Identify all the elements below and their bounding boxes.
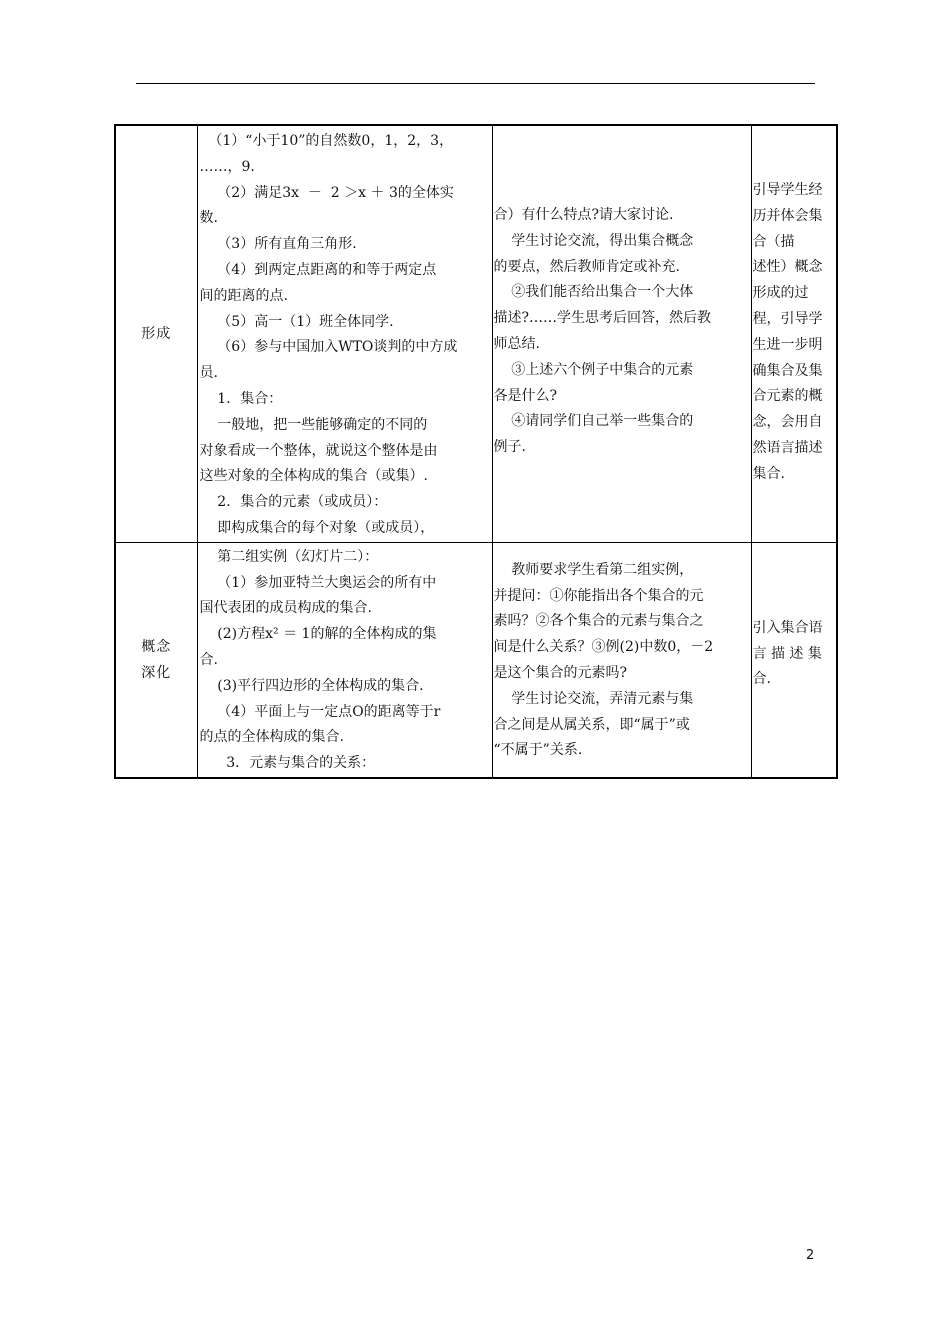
text-line: （5）高一（1）班全体同学. [199, 313, 394, 330]
text-line: （3）所有直角三角形. [199, 236, 357, 253]
intent-text [752, 126, 837, 488]
text-line: 描述?……学生思考后回答，然后教 [493, 310, 712, 327]
intent-text [752, 543, 837, 693]
stage-label-line2: 深化 [141, 664, 172, 681]
table-row-deepening [115, 542, 837, 778]
text-line: 员. [199, 365, 218, 382]
text-line: 素吗？②各个集合的元素与集合之 [493, 613, 704, 630]
lesson-plan-table [114, 124, 838, 779]
text-line: 例子. [493, 439, 526, 456]
text-line: 1．集合： [199, 390, 283, 407]
text-line: （4）到两定点距离的和等于两定点 [199, 261, 437, 278]
text-line: 间的距离的点. [199, 287, 288, 304]
content-cell-deepening [197, 542, 492, 778]
text-line: “不属于”关系. [493, 742, 583, 759]
text-line: 国代表团的成员构成的集合. [199, 600, 372, 617]
text-line: 间是什么关系？③例(2)中数0，－2 [493, 639, 714, 656]
text-line: 即构成集合的每个对象（或成员）， [199, 519, 435, 536]
content-text [198, 543, 492, 777]
text-line: 的要点，然后教师肯定或补充. [493, 258, 680, 275]
text-line: 学生讨论交流，弄清元素与集 [493, 690, 694, 707]
header-rule [136, 83, 815, 84]
activity-cell-formation [492, 125, 751, 542]
text-line: ②我们能否给出集合一个大体 [493, 284, 694, 301]
text-line: （1）“小于10”的自然数0，1，2，3， [199, 133, 454, 149]
text-line: (2)方程x² ＝ 1的解的全体构成的集 [199, 626, 437, 643]
text-line: （6）参与中国加入WTO谈判的中方成 [199, 339, 458, 356]
activity-cell-deepening [492, 542, 751, 778]
text-line: ③上述六个例子中集合的元素 [493, 361, 694, 378]
stage-cell-formation [115, 125, 197, 542]
text-line: （2）满足3x － 2 ＞x ＋ 3的全体实 [199, 184, 454, 201]
text-line: 对象看成一个整体，就说这个整体是由 [199, 442, 438, 459]
text-line: 形成的过 [752, 285, 809, 302]
page-number: 2 [806, 1248, 815, 1263]
text-line: 师总结. [493, 335, 540, 352]
text-line: 确集合及集 [752, 362, 823, 379]
intent-cell-formation [751, 125, 837, 542]
content-text [198, 126, 492, 542]
text-line: 教师要求学生看第二组实例， [493, 561, 694, 578]
text-line: 引入集合语 [752, 619, 823, 636]
text-line: 合元素的概 [752, 388, 823, 405]
text-line: 言 描 述 集 [752, 645, 822, 662]
text-line: 合（描 [752, 233, 795, 250]
text-line: 合之间是从属关系，即“属于”或 [493, 716, 690, 733]
table-row-formation [115, 125, 837, 542]
text-line: 一般地，把一些能够确定的不同的 [199, 416, 428, 433]
content-cell-formation [197, 125, 492, 542]
text-line: 是这个集合的元素吗? [493, 664, 628, 681]
stage-label-line1: 概念 [141, 638, 172, 655]
text-line: 这些对象的全体构成的集合（或集）. [199, 468, 428, 485]
text-line: （1）参加亚特兰大奥运会的所有中 [199, 574, 437, 591]
text-line: 生进一步明 [752, 336, 823, 353]
text-line: 2．集合的元素（或成员）： [199, 494, 388, 511]
activity-text [493, 126, 751, 461]
text-line: 并提问：①你能指出各个集合的元 [493, 587, 704, 604]
text-line: 各是什么? [493, 387, 558, 404]
text-line: ④请同学们自己举一些集合的 [493, 413, 694, 430]
text-line: 念，会用自 [752, 414, 823, 431]
activity-text [493, 543, 751, 764]
text-line: 程，引导学 [752, 310, 823, 327]
text-line: 数. [199, 210, 218, 227]
text-line: 学生讨论交流，得出集合概念 [493, 232, 694, 249]
text-line: 3．元素与集合的关系： [199, 755, 376, 772]
text-line: 然语言描述 [752, 439, 823, 456]
intent-cell-deepening [751, 542, 837, 778]
text-line: 合. [752, 671, 771, 688]
text-line: (3)平行四边形的全体构成的集合. [199, 677, 424, 694]
text-line: 合）有什么特点?请大家讨论. [493, 207, 674, 223]
stage-label: 形成 [141, 325, 172, 342]
text-line: 合. [199, 651, 218, 668]
stage-cell-deepening [115, 542, 197, 778]
text-line: 引导学生经 [752, 182, 823, 198]
text-line: 述性）概念 [752, 259, 823, 276]
text-line: （4）平面上与一定点O的距离等于r [199, 703, 441, 720]
text-line: 历并体会集 [752, 207, 823, 224]
text-line: 第二组实例（幻灯片二）： [199, 548, 379, 565]
text-line: ……，9. [199, 158, 255, 175]
text-line: 的点的全体构成的集合. [199, 729, 344, 746]
text-line: 集合. [752, 465, 785, 482]
